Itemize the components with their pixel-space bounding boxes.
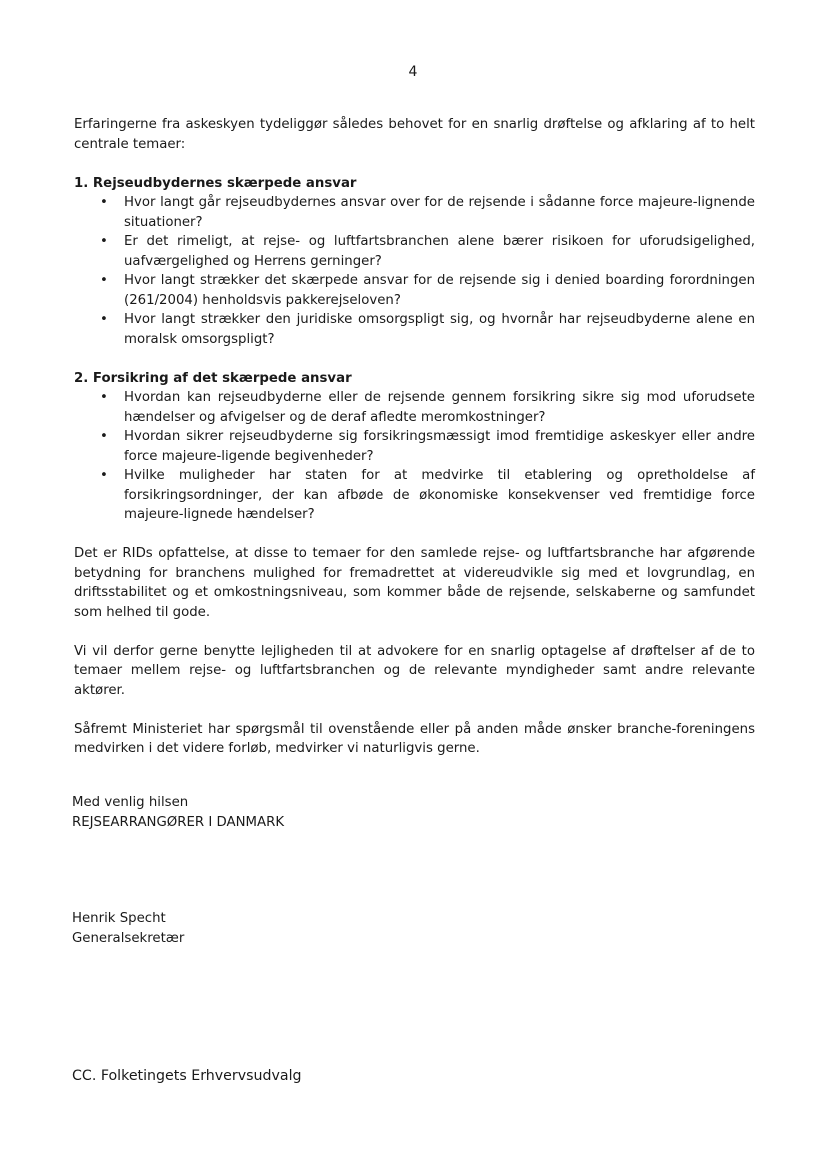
list-item: • Er det rimeligt, at rejse- og luftfartsbranchen alene bærer risikoen for uforudsigelighed, uafværgelighed og Herrens gerninger? (100, 234, 755, 269)
body-paragraph-2: Vi vil derfor gerne benytte lejligheden til at advokere for en snarlig optagelse af drøftelser af de to temaer mellem rejse- og luftfartsbranchen og de relevante myndigheder samt andre relevante aktører. (74, 643, 755, 698)
list-item: • Hvilke muligheder har staten for at medvirke til etablering og opretholdelse af forsikringsordninger, der kan afbøde de økonomiske konsekvenser ved fremtidige force majeure-lignede hændelser? (100, 468, 755, 522)
body-paragraph-3: Såfremt Ministeriet har spørgsmål til ovenstående eller på anden måde ønsker branche-foreningens medvirken i det videre forløb, medvirker vi naturligvis gerne. (74, 721, 755, 756)
cc-line: CC. Folketingets Erhvervsudvalg (72, 1068, 302, 1084)
signature-title: Generalsekretær (72, 930, 185, 946)
bullet-list-2 (74, 388, 755, 525)
list-item: • Hvor langt går rejseudbydernes ansvar over for de rejsende i sådanne force majeure-lignende situationer? (100, 195, 755, 230)
bullet-list-1 (74, 193, 755, 349)
intro-paragraph: Erfaringerne fra askeskyen tydeliggør således behovet for en snarlig drøftelse og afklaring af to helt centrale temaer: (74, 117, 755, 152)
letter-body (74, 115, 755, 759)
bullet-icon: • (100, 234, 108, 249)
bullet-icon: • (100, 273, 108, 288)
section-heading-1: 1. Rejseudbydernes skærpede ansvar (74, 175, 357, 191)
bullet-icon: • (100, 468, 108, 483)
page-number: 4 (408, 64, 418, 80)
signature-name: Henrik Specht (72, 911, 166, 926)
body-paragraph-1: Det er RIDs opfattelse, at disse to temaer for den samlede rejse- og luftfartsbranche har afgørende betydning for branchens mulighed for fremadrettet at videreudvikle sig med et lovgrundlag, en driftsstabilitet og et omkostningsniveau, som kommer både de rejsende, selskaberne og samfundet som helhed til gode. (74, 546, 755, 620)
bullet-icon: • (100, 312, 108, 327)
list-item: • Hvordan kan rejseudbyderne eller de rejsende gennem forsikring sikre sig mod uforudsete hændelser og afvigelser og de deraf afledte meromkostninger? (100, 390, 755, 425)
closing-block (72, 793, 572, 832)
signature-block (72, 909, 572, 948)
bullet-icon: • (100, 429, 108, 444)
bullet-icon: • (100, 195, 108, 210)
list-item: • Hvor langt strækker det skærpede ansvar for de rejsende sig i denied boarding forordningen (261/2004) henholdsvis pakkerejseloven? (100, 273, 755, 308)
bullet-icon: • (100, 390, 108, 405)
list-item: • Hvor langt strækker den juridiske omsorgspligt sig, og hvornår har rejseudbyderne alene en moralsk omsorgspligt? (100, 312, 755, 347)
closing-greeting: Med venlig hilsen (72, 795, 189, 810)
list-item: • Hvordan sikrer rejseudbyderne sig forsikringsmæssigt imod fremtidige askeskyer eller andre force majeure-ligende begivenheder? (100, 429, 755, 464)
section-heading-2: 2. Forsikring af det skærpede ansvar (74, 370, 352, 386)
closing-organization: REJSEARRANGØRER I DANMARK (72, 814, 285, 830)
